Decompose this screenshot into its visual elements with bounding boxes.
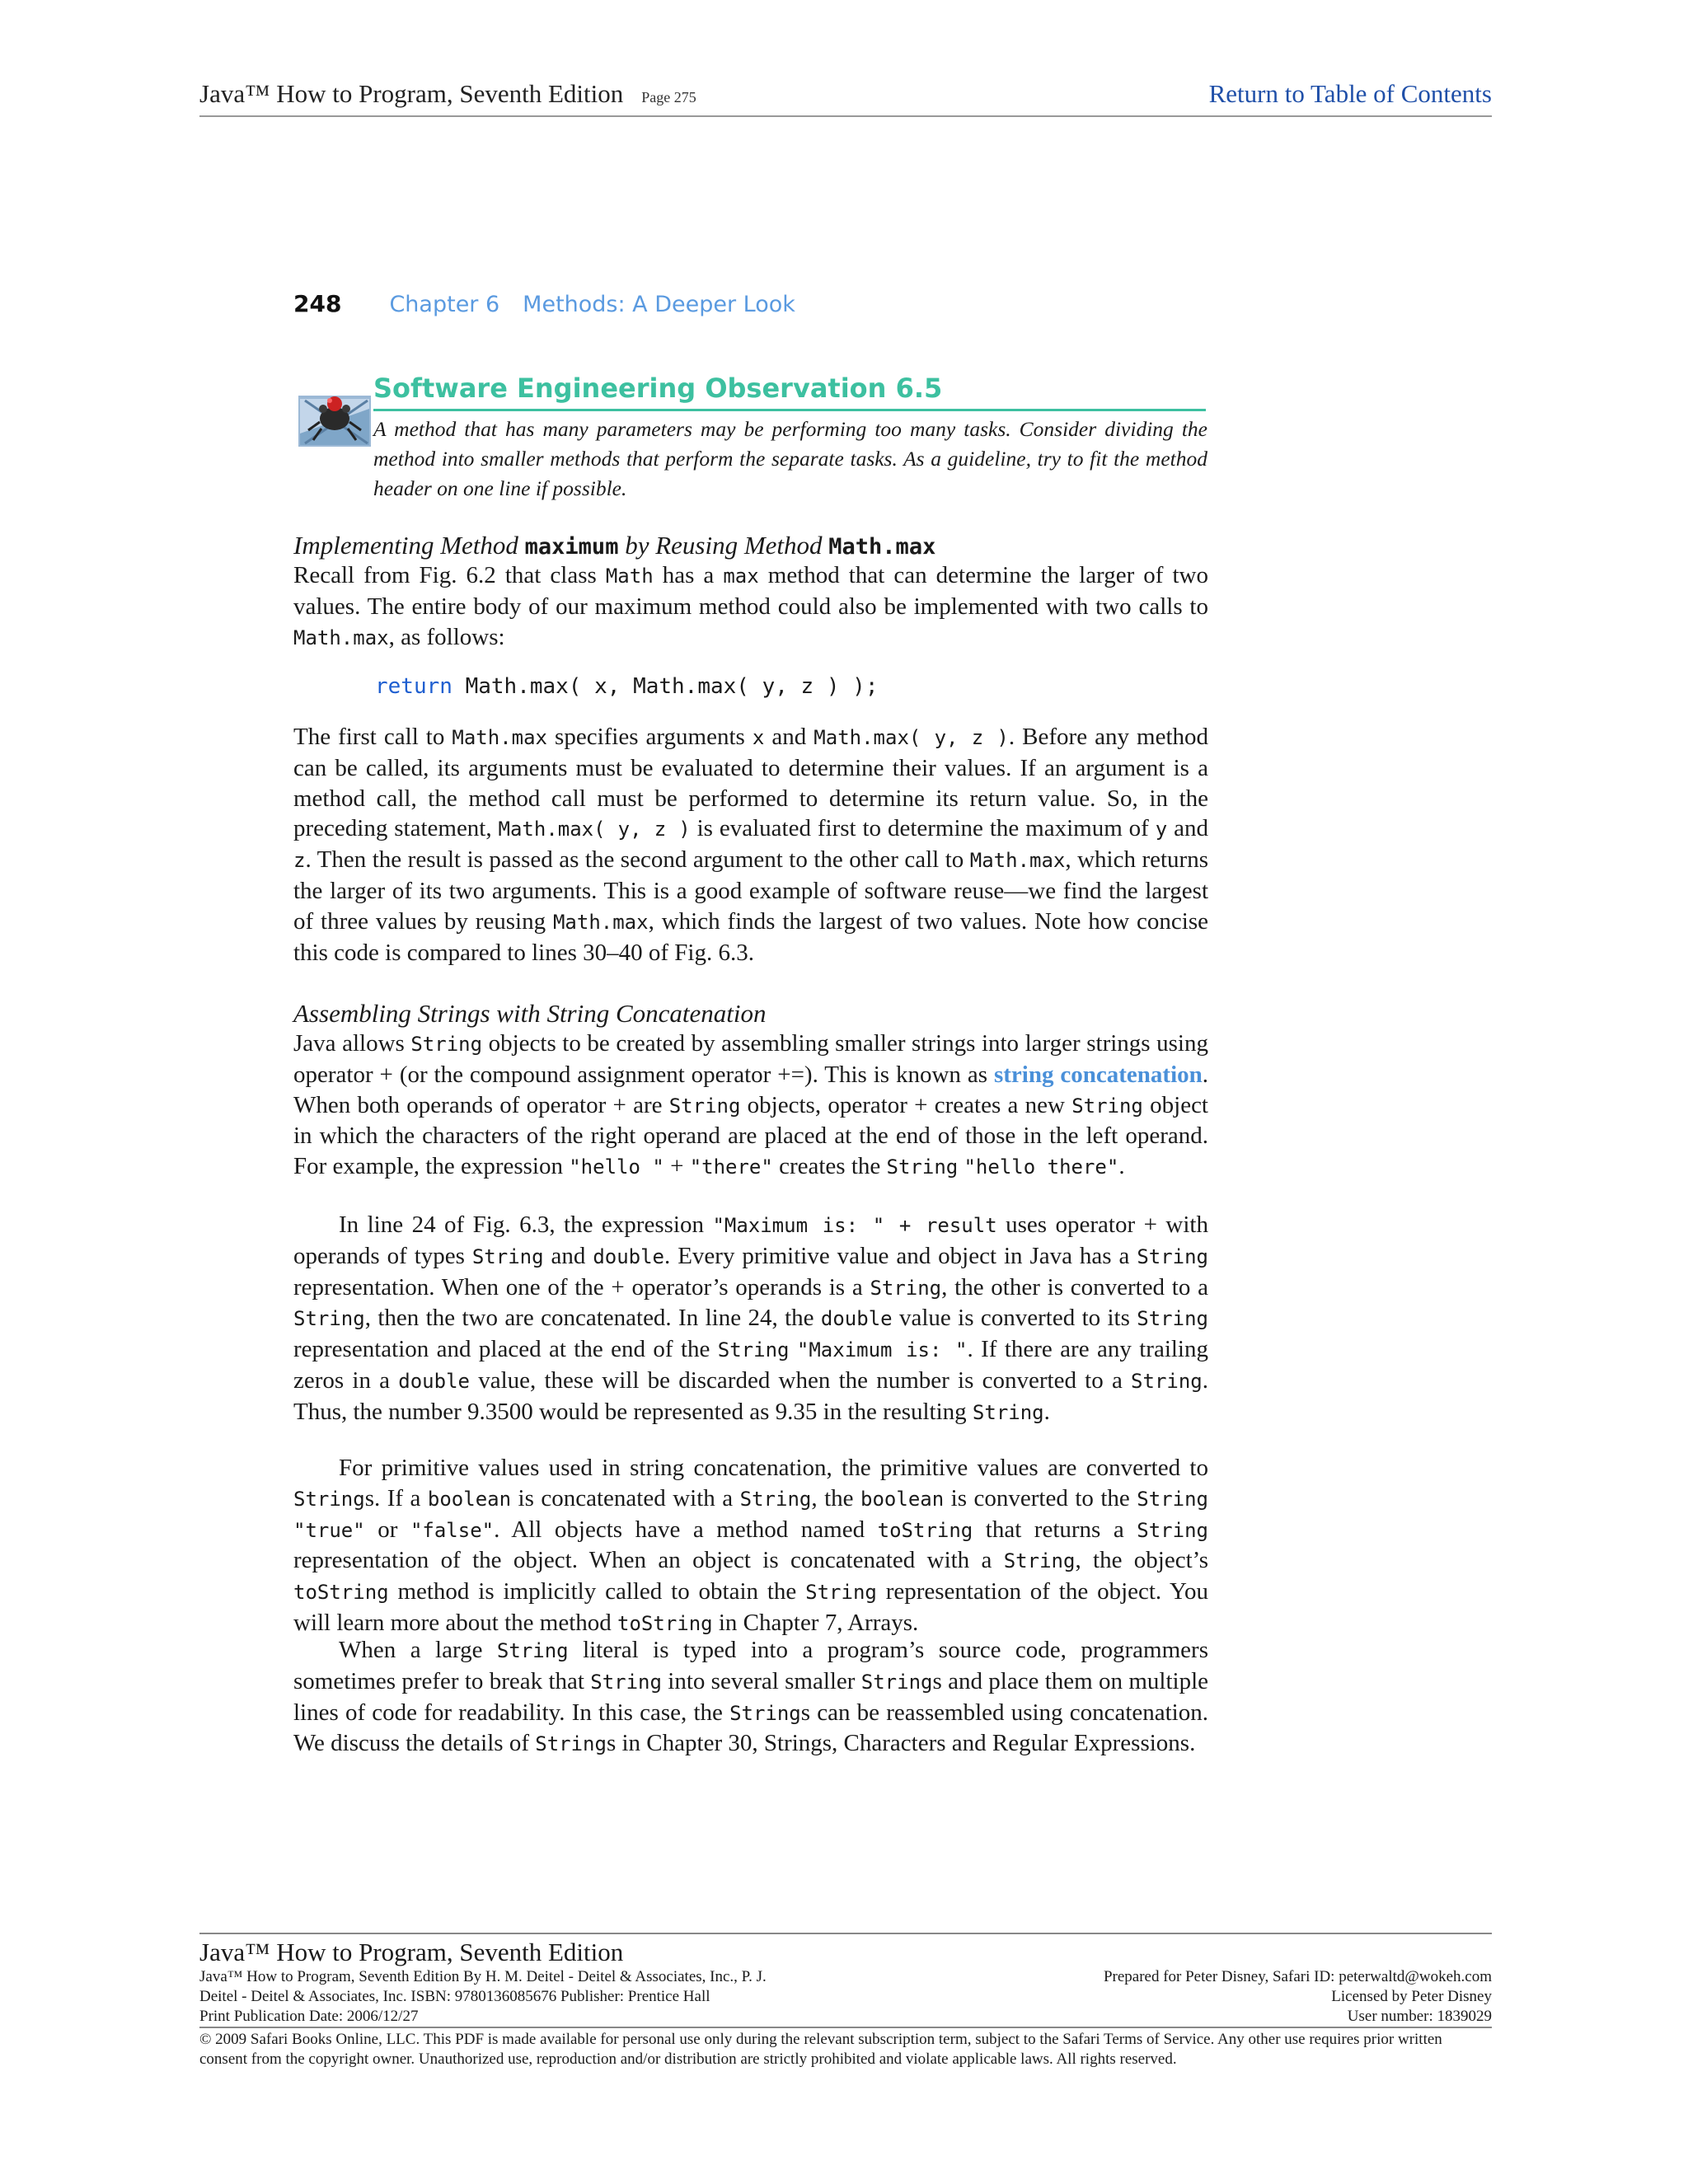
- safari-footer: [199, 1933, 1492, 2069]
- section-heading-concatenation: Assembling Strings with String Concatenation: [293, 999, 767, 1028]
- seo-text: A method that has many parameters may be performing too many tasks. Consider dividing the method into smaller methods that perform the separate tasks. As a guideline, try to fit the method header on one line if possible.: [373, 417, 1207, 500]
- paragraph-primitive-values: For primitive values used in string concatenation, the primitive values are converted to Strings. If a boolean is concatenated with a String, the boolean is converted to the String "true" or "false". All objects have a method named toString that returns a String representation of the object. When an object is concatenated with a String, the object’s toString method is implicitly called to obtain the String representation of the object. You will learn more about the method toString in Chapter 7, Arrays.: [293, 1455, 1208, 1636]
- paragraph-recall-math-max: Recall from Fig. 6.2 that class Math has a max method that can determine the larger of two values. The entire body of our maximum method could also be implemented with two calls to Math.max, as follows:: [293, 562, 1208, 650]
- footer-row-1: Java™ How to Program, Seventh Edition By H. M. Deitel - Deitel & Associates, Inc., P. J. Prepared for Peter Disney, Safari ID: peterwaltd@wokeh.com: [199, 1968, 1492, 1985]
- footer-book-title: Java™ How to Program, Seventh Edition: [199, 1933, 1492, 1967]
- running-head: [293, 290, 795, 320]
- code-example-return: return Math.max( x, Math.max( y, z ) );: [375, 674, 879, 699]
- paragraph-line-24: In line 24 of Fig. 6.3, the expression "Maximum is: " + result uses operator + with operands of types String and double. Every primitive value and object in Java has a String representation. When one of the + operator’s operands is a String, the other is converted to a String, then the two are concatenated. In line 24, the double value is converted to its String representation and placed at the end of the String "Maximum is: ". If there are any trailing zeros in a double value, these will be discarded when the number is converted to a String. Thus, the number 9.3500 would be represented as 9.35 in the resulting String.: [293, 1212, 1209, 1425]
- safari-header: [199, 76, 1492, 117]
- chapter-title: Methods: A Deeper Look: [523, 292, 795, 317]
- footer-row-3: Print Publication Date: 2006/12/27 User number: 1839029: [199, 2008, 1492, 2025]
- book-page-number: 248: [293, 290, 342, 317]
- software-engineering-bug-icon: [297, 384, 373, 450]
- paragraph-large-string-literal: When a large String literal is typed into a program’s source code, programmers sometimes prefer to break that String into several smaller Strings and place them on multiple lines of code for readability. In this case, the Strings can be reassembled using concatenation. We discuss the details of Strings in Chapter 30, Strings, Characters and Regular Expressions.: [293, 1637, 1208, 1757]
- term-string-concatenation: string concatenation: [993, 1061, 1203, 1088]
- footer-copyright: © 2009 Safari Books Online, LLC. This PDF is made available for personal use only during the relevant subscription term, subject to the Safari Terms of Service. Any other use requires prior written consent from the copyright owner. Unauthorized use, reproduction and/or distribution are strictly prohibited and violate applicable laws. All rights reserved.: [199, 2027, 1492, 2069]
- footer-row-2: Deitel - Deitel & Associates, Inc. ISBN: 9780136085676 Publisher: Prentice Hall Licensed by Peter Disney: [199, 1988, 1492, 2005]
- paragraph-first-call: The first call to Math.max specifies arguments x and Math.max( y, z ). Before any method can be called, its arguments must be evaluated to determine their values. If an argument is a method call, the method call must be performed to determine its return value. So, in the preceding statement, Math.max( y, z ) is evaluated first to determine the maximum of y and z. Then the result is passed as the second argument to the other call to Math.max, which returns the larger of its two arguments. This is a good example of software reuse—we find the largest of three values by reusing Math.max, which finds the largest of two values. Note how concise this code is compared to lines 30–40 of Fig. 6.3.: [293, 724, 1209, 966]
- pdf-page-number: Page 275: [641, 89, 696, 105]
- code-keyword: return: [375, 674, 452, 699]
- seo-heading: Software Engineering Observation 6.5: [373, 373, 1206, 411]
- return-to-toc-link[interactable]: Return to Table of Contents: [1208, 79, 1492, 108]
- book-title: Java™ How to Program, Seventh Edition Page 275: [199, 79, 696, 108]
- chapter-label: Chapter 6: [389, 292, 500, 317]
- paragraph-string-concatenation: Java allows String objects to be created by assembling smaller strings into larger strings using operator + (or the compound assignment operator +=). This is known as string concatenation. When both operands of operator + are String objects, operator + creates a new String object in which the characters of the right operand are placed at the end of those in the left operand. For example, the expression "hello " + "there" creates the String "hello there".: [293, 1030, 1209, 1180]
- section-heading-maximum: Implementing Method maximum by Reusing Method Math.max: [293, 531, 936, 560]
